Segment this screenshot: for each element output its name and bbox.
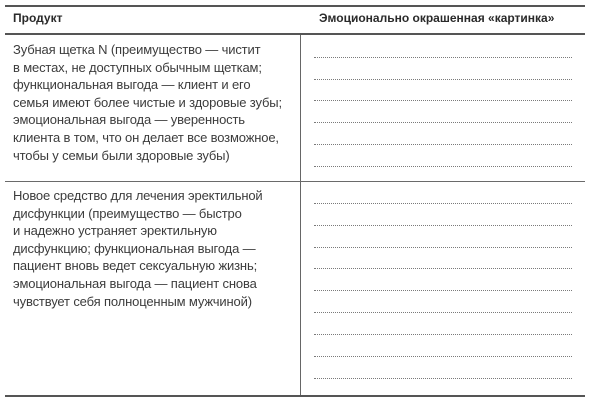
table-row-product-2 [13,187,295,310]
header-bottom-border [5,33,585,35]
blank-answer-line[interactable] [314,225,572,226]
product-2-line: пациент вновь ведет сексуальную жизнь; [13,258,258,274]
table-top-border [5,5,585,7]
blank-answer-line[interactable] [314,334,572,335]
blank-answer-line[interactable] [314,166,572,167]
blank-answer-line[interactable] [314,144,572,145]
blank-answer-line[interactable] [314,356,572,357]
header-product: Продукт [13,11,63,25]
column-divider [300,35,301,397]
product-2-line: дисфункции (преимущество — быстро [13,205,242,221]
header-emotional-picture: Эмоционально окрашенная «картинка» [319,11,555,25]
blank-answer-line[interactable] [314,122,572,123]
product-1-line: семья имеют более чистые и здоровые зубы; [13,94,282,110]
blank-answer-line[interactable] [314,290,572,291]
blank-answer-line[interactable] [314,100,572,101]
product-1-line: в местах, не доступных обычным щеткам; [13,59,262,75]
table-bottom-border [5,395,585,397]
blank-answer-line[interactable] [314,378,572,379]
product-2-line: и надежно устраняет эректильную [13,223,217,239]
product-1-line: клиента в том, что он делает все возможное, [13,129,279,145]
product-2-line: эмоциональная выгода — пациент снова [13,275,257,291]
product-2-line: чувствует себя полноценным мужчиной) [13,293,252,309]
blank-answer-line[interactable] [314,268,572,269]
table-row-product-1 [13,41,295,164]
blank-answer-line[interactable] [314,247,572,248]
product-1-line: эмоциональная выгода — уверенность [13,112,245,128]
product-2-line: дисфункцию; функциональная выгода — [13,240,256,256]
product-1-line: Зубная щетка N (преимущество — чистит [13,42,261,57]
blank-answer-line[interactable] [314,203,572,204]
blank-answer-line[interactable] [314,312,572,313]
product-2-line: Новое средство для лечения эректильной [13,188,263,203]
blank-answer-line[interactable] [314,79,572,80]
product-1-line: функциональная выгода — клиент и его [13,77,251,93]
row-separator [5,181,585,182]
blank-answer-line[interactable] [314,57,572,58]
product-1-line: чтобы у семьи были здоровые зубы) [13,147,230,163]
